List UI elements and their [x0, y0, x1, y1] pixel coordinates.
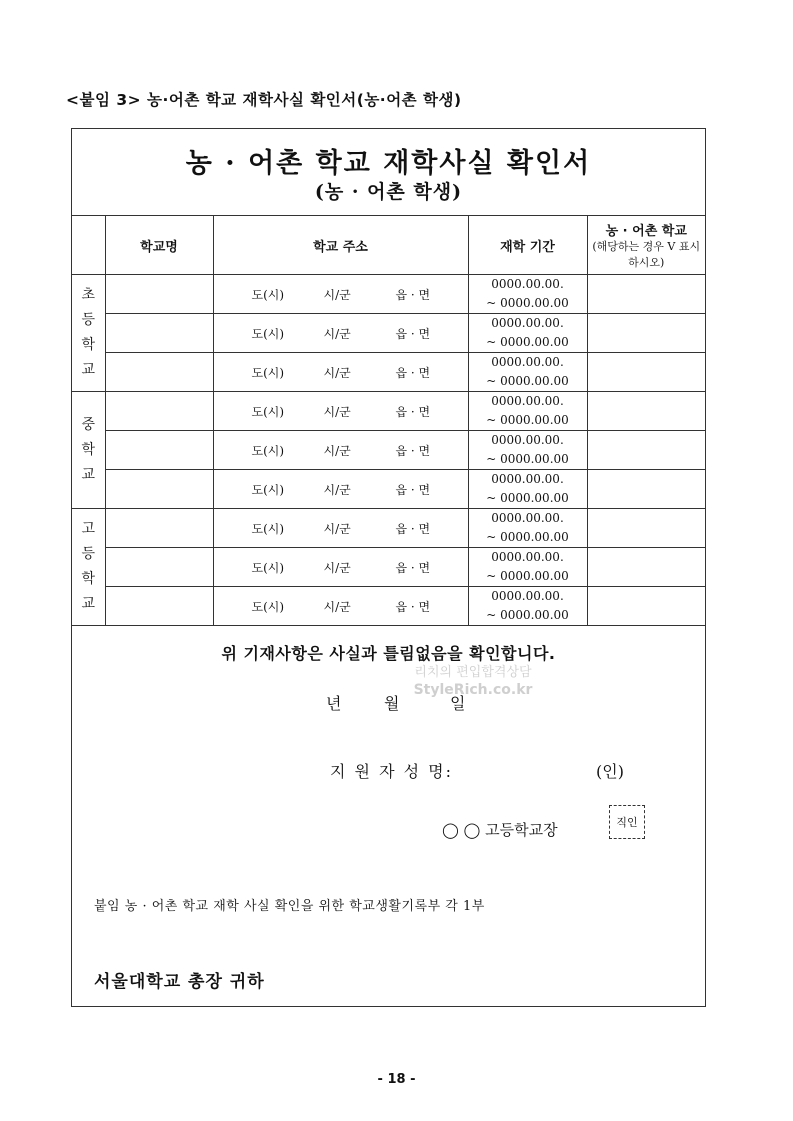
- school-level-label: [72, 275, 105, 392]
- table-row: [72, 587, 705, 626]
- period-cell[interactable]: [468, 275, 587, 314]
- table-header-row: [72, 216, 705, 275]
- address-part: 시/군: [323, 560, 351, 575]
- address-part: 시/군: [323, 599, 351, 614]
- school-level-char: 고: [81, 521, 96, 537]
- school-address-cell[interactable]: [213, 275, 468, 314]
- table-row: [72, 392, 705, 431]
- confirmation-form: [71, 128, 706, 1007]
- period-cell[interactable]: [468, 353, 587, 392]
- address-part: 시/군: [323, 365, 351, 380]
- header-rural-school-title: 농 · 어촌 학교: [605, 223, 687, 239]
- watermark-line2: StyleRich.co.kr: [413, 682, 533, 698]
- school-level-char: 중: [81, 416, 96, 433]
- address-part: 도(시): [251, 365, 285, 380]
- school-address-cell[interactable]: [213, 314, 468, 353]
- address-part: 읍 · 면: [395, 599, 431, 614]
- period-end: ~ 0000.00.00: [486, 608, 569, 622]
- school-level-char: 등: [81, 546, 96, 562]
- rural-check-cell[interactable]: [587, 470, 705, 509]
- school-level-label: [72, 392, 105, 509]
- applicant-name-label: 지 원 자 성 명:: [330, 762, 454, 781]
- address-part: 시/군: [323, 521, 351, 536]
- school-name-cell[interactable]: [105, 392, 213, 431]
- address-part: 읍 · 면: [395, 443, 431, 458]
- period-start: 0000.00.00.: [491, 550, 564, 564]
- address-part: 읍 · 면: [395, 287, 431, 302]
- school-address-cell[interactable]: [213, 470, 468, 509]
- address-part: 읍 · 면: [395, 521, 431, 536]
- attachment-title: <붙임 3> 농·어촌 학교 재학사실 확인서(농·어촌 학생): [66, 91, 462, 109]
- date-day: 일: [450, 694, 466, 713]
- period-cell[interactable]: [468, 431, 587, 470]
- table-row: [72, 509, 705, 548]
- address-part: 읍 · 면: [395, 326, 431, 341]
- address-part: 도(시): [251, 599, 285, 614]
- school-level-char: 교: [81, 362, 96, 378]
- rural-check-cell[interactable]: [587, 548, 705, 587]
- address-part: 도(시): [251, 404, 285, 419]
- table-body: [72, 275, 705, 626]
- table-row: [72, 314, 705, 353]
- period-end: ~ 0000.00.00: [486, 296, 569, 310]
- table-row: [72, 275, 705, 314]
- school-name-cell[interactable]: [105, 314, 213, 353]
- period-cell[interactable]: [468, 314, 587, 353]
- school-address-cell[interactable]: [213, 587, 468, 626]
- header-school-name: 학교명: [105, 216, 213, 275]
- header-period: 재학 기간: [468, 216, 587, 275]
- form-title: 농 · 어촌 학교 재학사실 확인서: [185, 148, 592, 179]
- rural-check-cell[interactable]: [587, 275, 705, 314]
- confirm-statement: 위 기재사항은 사실과 틀림없음을 확인합니다.: [221, 644, 556, 663]
- period-start: 0000.00.00.: [491, 277, 564, 291]
- period-cell[interactable]: [468, 587, 587, 626]
- school-name-cell[interactable]: [105, 275, 213, 314]
- school-address-cell[interactable]: [213, 431, 468, 470]
- period-end: ~ 0000.00.00: [486, 452, 569, 466]
- header-blank: [72, 216, 105, 275]
- address-part: 시/군: [323, 326, 351, 341]
- school-address-cell[interactable]: [213, 353, 468, 392]
- table-row: [72, 548, 705, 587]
- official-stamp-box: 직인: [609, 805, 645, 839]
- school-level-char: 초: [81, 287, 96, 303]
- address-part: 시/군: [323, 443, 351, 458]
- school-level-char: 학: [81, 337, 96, 353]
- period-start: 0000.00.00.: [491, 355, 564, 369]
- table-row: [72, 431, 705, 470]
- enrollment-table: [72, 215, 705, 626]
- address-part: 시/군: [323, 482, 351, 497]
- address-part: 시/군: [323, 404, 351, 419]
- school-level-char: 학: [81, 441, 96, 458]
- principal-label: ◯ ◯ 고등학교장: [442, 821, 558, 839]
- period-end: ~ 0000.00.00: [486, 413, 569, 427]
- address-part: 도(시): [251, 326, 285, 341]
- address-part: 도(시): [251, 560, 285, 575]
- period-end: ~ 0000.00.00: [486, 491, 569, 505]
- rural-check-cell[interactable]: [587, 587, 705, 626]
- address-part: 도(시): [251, 482, 285, 497]
- period-end: ~ 0000.00.00: [486, 569, 569, 583]
- period-start: 0000.00.00.: [491, 433, 564, 447]
- address-part: 읍 · 면: [395, 482, 431, 497]
- address-part: 읍 · 면: [395, 365, 431, 380]
- period-end: ~ 0000.00.00: [486, 530, 569, 544]
- school-address-cell[interactable]: [213, 392, 468, 431]
- period-start: 0000.00.00.: [491, 511, 564, 525]
- table-row: [72, 353, 705, 392]
- period-end: ~ 0000.00.00: [486, 374, 569, 388]
- header-rural-school: [587, 216, 705, 275]
- period-start: 0000.00.00.: [491, 472, 564, 486]
- school-address-cell[interactable]: [213, 509, 468, 548]
- address-part: 시/군: [323, 287, 351, 302]
- school-name-cell[interactable]: [105, 587, 213, 626]
- recipient: 서울대학교 총장 귀하: [94, 972, 265, 992]
- header-rural-school-note: (해당하는 경우 V 표시하시오): [592, 239, 701, 269]
- period-cell[interactable]: [468, 548, 587, 587]
- school-name-cell[interactable]: [105, 509, 213, 548]
- address-part: 도(시): [251, 287, 285, 302]
- rural-check-cell[interactable]: [587, 353, 705, 392]
- address-part: 도(시): [251, 443, 285, 458]
- header-school-address: 학교 주소: [213, 216, 468, 275]
- period-cell[interactable]: [468, 470, 587, 509]
- applicant-seal: (인): [596, 762, 624, 781]
- table-row: [72, 470, 705, 509]
- school-level-label: [72, 509, 105, 626]
- form-subtitle: (농 · 어촌 학생): [314, 181, 463, 203]
- school-level-char: 학: [81, 571, 96, 587]
- school-name-cell[interactable]: [105, 431, 213, 470]
- school-level-char: 교: [81, 596, 96, 612]
- period-start: 0000.00.00.: [491, 316, 564, 330]
- school-name-cell[interactable]: [105, 470, 213, 509]
- school-address-cell[interactable]: [213, 548, 468, 587]
- rural-check-cell[interactable]: [587, 392, 705, 431]
- date-year: 년: [326, 694, 342, 713]
- watermark-line1: 리치의 편입합격상담: [414, 665, 532, 680]
- school-level-char: 등: [81, 312, 96, 328]
- date-month: 월: [384, 694, 400, 713]
- address-part: 읍 · 면: [395, 404, 431, 419]
- rural-check-cell[interactable]: [587, 314, 705, 353]
- school-level-char: 교: [81, 466, 96, 483]
- period-start: 0000.00.00.: [491, 394, 564, 408]
- rural-check-cell[interactable]: [587, 431, 705, 470]
- address-part: 도(시): [251, 521, 285, 536]
- school-name-cell[interactable]: [105, 548, 213, 587]
- page-number: - 18 -: [377, 1072, 416, 1087]
- watermark: [398, 665, 548, 699]
- period-end: ~ 0000.00.00: [486, 335, 569, 349]
- address-part: 읍 · 면: [395, 560, 431, 575]
- period-cell[interactable]: [468, 509, 587, 548]
- period-cell[interactable]: [468, 392, 587, 431]
- attachment-note: 붙임 농 · 어촌 학교 재학 사실 확인을 위한 학교생활기록부 각 1부: [94, 899, 485, 914]
- period-start: 0000.00.00.: [491, 589, 564, 603]
- school-name-cell[interactable]: [105, 353, 213, 392]
- rural-check-cell[interactable]: [587, 509, 705, 548]
